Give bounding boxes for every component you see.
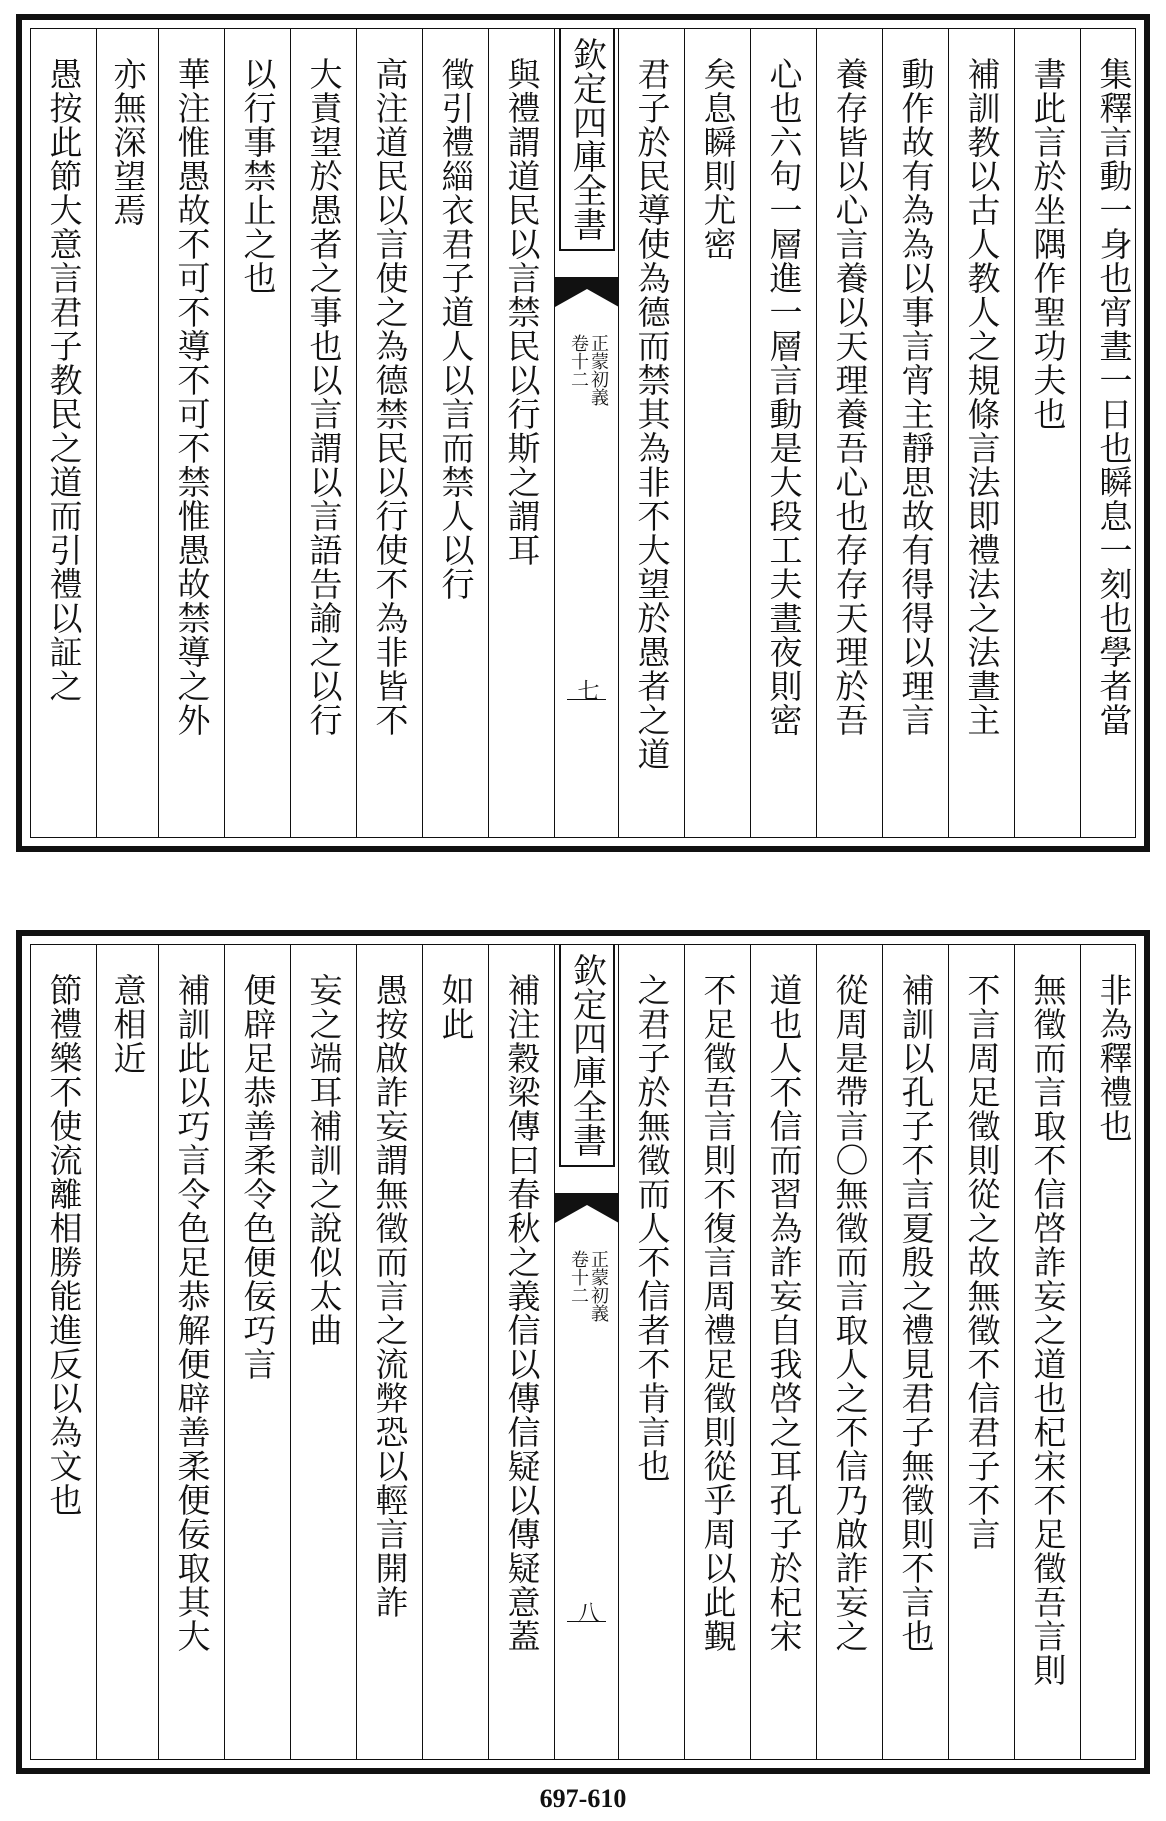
top-page-frame [30,28,1136,838]
column-text: 以行事禁止之也 [238,57,278,295]
text-column [883,29,949,837]
column-text: 徵引禮緇衣君子道人以言而禁人以行 [436,57,476,601]
sub-title: 正蒙初義 [588,334,609,406]
column-text: 如此 [436,973,476,1041]
text-column [751,945,817,1759]
text-column [225,29,291,837]
column-text: 節禮樂不使流離相勝能進反以為文也 [44,973,84,1517]
column-text: 與禮謂道民以言禁民以行斯之謂耳 [502,57,542,567]
column-text: 集釋言動一身也宵晝一日也瞬息一刻也學者當 [1094,57,1134,737]
text-column [883,945,949,1759]
text-column [489,945,555,1759]
sub-title: 正蒙初義 [588,1250,609,1322]
column-text: 意相近 [108,973,148,1075]
top-page-panel [16,14,1150,852]
footer-page-code: 697-610 [539,1784,627,1813]
fish-tail-mark [555,1193,619,1233]
text-column [817,29,883,837]
volume-label: 卷十二 [568,1250,589,1304]
column-text: 書此言於坐隅作聖功夫也 [1028,57,1068,431]
text-column [1015,29,1081,837]
column-text: 補訓教以古人教人之規條言法即禮法之法晝主 [962,57,1002,737]
text-column [159,29,225,837]
column-text: 從周是帶言〇無徵而言取人之不信乃啟詐妄之 [830,973,870,1653]
text-column [1015,945,1081,1759]
column-text: 高注道民以言使之為德禁民以行使不為非皆不 [370,57,410,737]
bottom-page-frame [30,944,1136,1760]
column-text: 華注惟愚故不可不導不可不禁惟愚故禁導之外 [172,57,212,737]
page-number: 八 [574,1601,599,1623]
column-text: 妄之端耳補訓之說似太曲 [304,973,344,1347]
column-text: 心也六句一層進一層言動是大段工夫晝夜則密 [764,57,804,737]
text-column [357,29,423,837]
text-column [31,29,97,837]
column-text: 不言周足徵則從之故無徵不信君子不言 [962,973,1002,1551]
text-column [489,29,555,837]
column-text: 補訓此以巧言令色足恭解便辟善柔便佞取其大 [172,973,212,1653]
text-column [291,945,357,1759]
text-column [31,945,97,1759]
column-text: 養存皆以心言養以天理養吾心也存存天理於吾 [830,57,870,737]
column-text: 補訓以孔子不言夏殷之禮見君子無徵則不言也 [896,973,936,1653]
text-column [817,945,883,1759]
text-column [97,29,159,837]
column-text: 動作故有為為以事言宵主靜思故有得得以理言 [896,57,936,737]
column-text: 便辟足恭善柔令色便佞巧言 [238,973,278,1381]
text-column [97,945,159,1759]
text-column [949,945,1015,1759]
page-number: 七 [574,679,599,701]
volume-label: 卷十二 [568,334,589,388]
bottom-page-panel [16,930,1150,1774]
text-column [1081,29,1146,837]
text-column [423,945,489,1759]
column-text: 亦無深望焉 [108,57,148,227]
text-column [423,29,489,837]
text-column [619,29,685,837]
text-column [949,29,1015,837]
book-title: 欽定四庫全書 [559,945,615,1167]
column-text: 之君子於無徵而人不信者不肯言也 [632,973,672,1483]
column-text: 君子於民導使為德而禁其為非不大望於愚者之道 [632,57,672,771]
text-column [685,29,751,837]
book-title: 欽定四庫全書 [559,29,615,251]
text-column [291,29,357,837]
column-text: 大責望於愚者之事也以言謂以言語告諭之以行 [304,57,344,737]
center-banner-column [555,945,619,1759]
column-text: 愚按此節大意言君子教民之道而引禮以証之 [44,57,84,703]
column-text: 矣息瞬則尤密 [698,57,738,261]
text-column [225,945,291,1759]
text-column [619,945,685,1759]
text-column [1081,945,1146,1759]
column-text: 不足徵吾言則不復言周禮足徵則從乎周以此覲 [698,973,738,1653]
text-column [357,945,423,1759]
text-column [685,945,751,1759]
text-column [159,945,225,1759]
column-text: 無徵而言取不信啓詐妄之道也杞宋不足徵吾言則 [1028,973,1068,1687]
column-text: 愚按啟詐妄謂無徵而言之流弊恐以輕言開詐 [370,973,410,1619]
fish-tail-mark [555,277,619,317]
column-text: 道也人不信而習為詐妄自我啓之耳孔子於杞宋 [764,973,804,1653]
center-banner-column [555,29,619,837]
text-column [751,29,817,837]
column-text: 補注穀梁傳曰春秋之義信以傳信疑以傳疑意蓋 [502,973,542,1653]
column-text: 非為釋禮也 [1094,973,1134,1143]
